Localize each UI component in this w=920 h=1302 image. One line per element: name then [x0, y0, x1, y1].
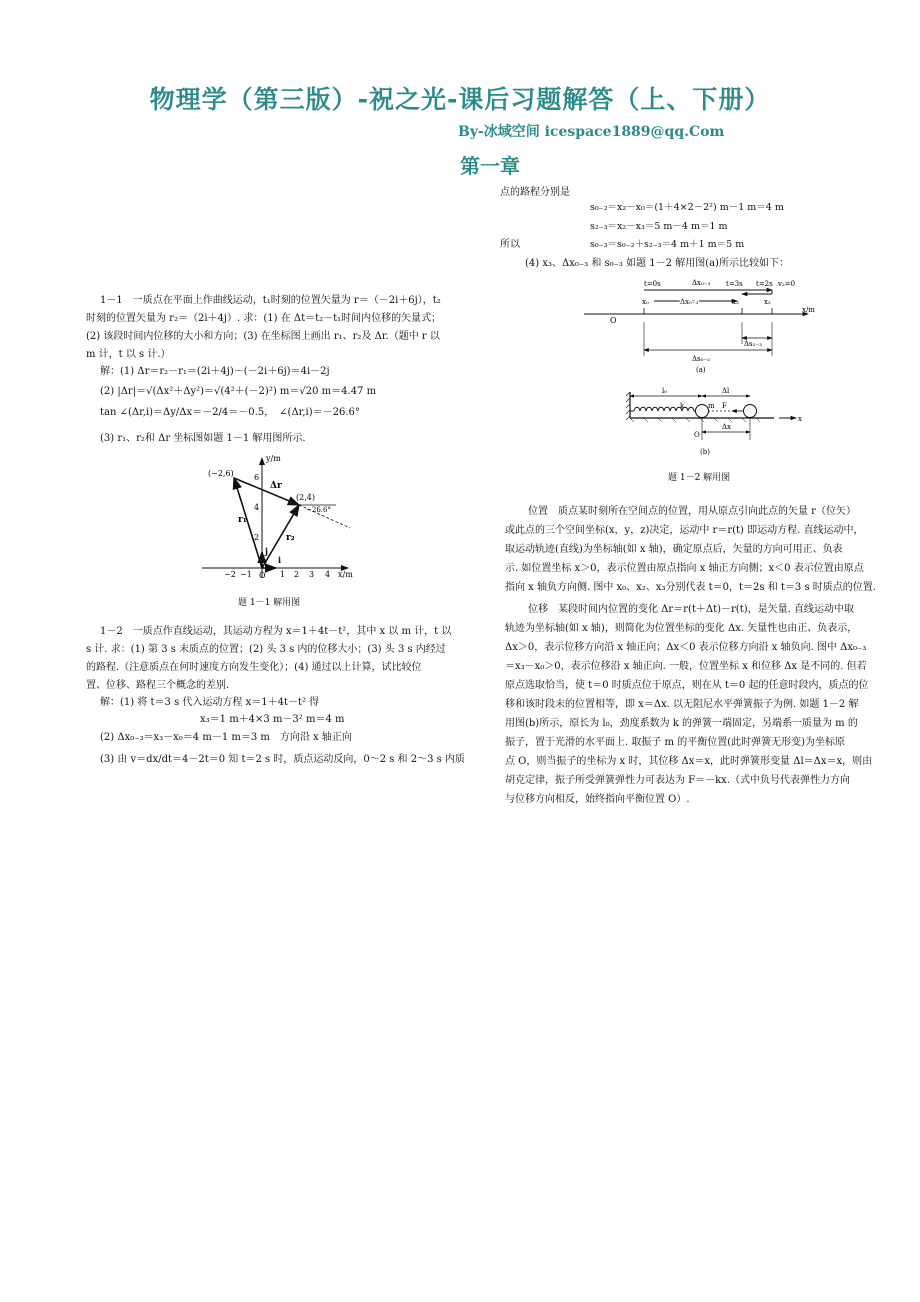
- problem-line: 置、位移、路程三个概念的差别.: [86, 680, 230, 691]
- y-tick: 2: [254, 533, 260, 542]
- x2-label: x₂: [764, 298, 771, 306]
- axis-label: x/m: [802, 306, 815, 314]
- paragraph-line: 胡克定律，振子所受弹簧弹性力可表达为 F＝－kx.（式中负号代表弹性力方向: [505, 775, 850, 786]
- x-tick: −1: [240, 570, 252, 579]
- origin-label: O: [610, 316, 617, 325]
- y-tick: 4: [254, 503, 260, 512]
- s02-label: Δs₀₋₂: [692, 355, 710, 363]
- x0-label: x₀: [642, 298, 649, 306]
- y-ticks: [254, 473, 259, 542]
- paragraph-line: 原点选取恰当，使 t＝0 时质点位于原点，则在从 t＝0 起的任意时段内，质点的位: [505, 680, 869, 691]
- paragraph-line: 移和该时段末的位置相等，即 x＝Δx. 以无阻尼水平弹簧振子为例. 如题 1－2 解: [505, 699, 859, 710]
- solution-line: 解：(1) Δr＝r₂－r₁＝(2i＋4j)－(－2i＋6j)＝4i－2j: [100, 366, 330, 377]
- r1-label: r₁: [238, 515, 247, 525]
- m-label: m: [708, 402, 715, 410]
- problem-line: 时刻的位置矢量为 r₂＝（2i＋4j）. 求：(1) 在 Δt＝t₂－t₁时间内位移的矢量式；: [86, 313, 442, 324]
- problem-line: 的路程.（注意质点在何时速度方向发生变化）；(4) 通过以上计算，试比较位: [86, 662, 422, 673]
- paragraph-line: 或此点的三个空间坐标(x，y，z)决定，运动中 r＝r(t) 即运动方程. 直线运动中，: [505, 525, 864, 536]
- i-label: i: [278, 555, 282, 565]
- F-label: F: [722, 402, 727, 410]
- floor-hatch: [630, 418, 760, 422]
- delta-r-label: Δr: [270, 481, 282, 491]
- k-label: k: [680, 402, 685, 410]
- point-label: (−2,6): [208, 469, 234, 478]
- problem-line: (2) 该段时间内位移的大小和方向；(3) 在坐标图上画出 r₁、r₂及 Δr.（题中 r 以: [86, 331, 440, 342]
- r2-label: r₂: [286, 533, 295, 543]
- page-title: 物理学（第三版）-祝之光-课后习题解答（上、下册）: [149, 85, 771, 114]
- figure-b-label: (b): [700, 448, 710, 456]
- angle-label: −26.6°: [306, 506, 331, 514]
- y-tick: 6: [254, 473, 260, 482]
- solution-line: (2) Δx₀₋₃＝x₃－x₀＝4 m－1 m＝3 m 方向沿 x 轴正向: [100, 732, 352, 743]
- figure-caption: 题 1－1 解用图: [238, 598, 301, 608]
- paragraph-line: 示. 如位置坐标 x＞0，表示位置由原点指向 x 轴正方向侧；x＜0 表示位置由原点: [505, 563, 864, 574]
- spring: [630, 407, 698, 411]
- paragraph-line: 指向 x 轴负方向侧. 图中 x₀、x₂、x₃分别代表 t＝0，t＝2s 和 t＝3 s 时质点的位置.: [505, 582, 876, 593]
- solution-line: 解：(1) 将 t＝3 s 代入运动方程 x＝1＋4t－t² 得: [100, 697, 320, 708]
- displacement-label: Δx₀₋₃: [692, 279, 711, 287]
- mass-equilibrium: [696, 405, 709, 418]
- x-tick: 1: [280, 570, 286, 579]
- paragraph-line: 取运动轨迹(直线)为坐标轴(如 x 轴)，确定原点后，矢量的方向可用正、负表: [505, 544, 843, 555]
- paragraph-line: 与位移方向相反，始终指向平衡位置 O）.: [505, 794, 690, 805]
- x-ticks: [224, 570, 330, 579]
- x-tick: 2: [294, 570, 300, 579]
- problem-line: m 计，t 以 s 计.）: [86, 349, 171, 360]
- j-label: j: [265, 546, 268, 556]
- x-label: x: [798, 415, 802, 423]
- text-line: (4) x₃、Δx₀₋₃ 和 s₀₋₃ 如题 1－2 解用图(a)所示比较如下：: [525, 258, 789, 269]
- problem-line: 1－1 一质点在平面上作曲线运动，t₁时刻的位置矢量为 r＝（－2i＋6j），t₂: [100, 295, 441, 306]
- O-label: O: [694, 431, 700, 439]
- velocity-label: v₂=0: [778, 280, 796, 288]
- text-line: 所以: [500, 239, 520, 250]
- y-axis-label: y/m: [266, 454, 281, 463]
- paragraph-line: 位置 质点某时刻所在空间点的位置，用从原点引向此点的矢量 r（位矢）: [528, 506, 856, 517]
- paragraph-line: 点 O，则当振子的坐标为 x 时，其位移 Δx＝x，此时弹簧形变量 Δl＝Δx＝x，则由: [505, 756, 873, 767]
- paragraph-line: ＝x₃－x₀＞0，表示位移沿 x 轴正向. 一般，位置坐标 x 和位移 Δx 是不同的. 但若: [505, 661, 867, 672]
- problem-line: s 计. 求：(1) 第 3 s 末质点的位置；(2) 头 3 s 内的位移大小；(3) 头 3 s 内经过: [86, 644, 446, 655]
- spring-diagram-b: [624, 380, 804, 460]
- delta-r-vector: [234, 478, 299, 505]
- x-tick: −2: [224, 570, 236, 579]
- x-tick: 3: [309, 570, 315, 579]
- x-tick: 4: [325, 570, 331, 579]
- paragraph-line: 位移 某段时间内位置的变化 Δr＝r(t＋Δt)－r(t)，是矢量. 直线运动中取: [528, 604, 854, 615]
- paragraph-line: Δx＞0，表示位移方向沿 x 轴正向；Δx＜0 表示位移方向沿 x 轴负向. 图中 Δx₀₋₃: [505, 642, 867, 653]
- figure-a-label: (a): [696, 366, 706, 374]
- paragraph-line: 轨迹为坐标轴(如 x 轴)，则简化为位置坐标的变化 Δx. 矢量性也由正、负表示，: [505, 623, 858, 634]
- paragraph-line: 振子，置于光滑的水平面上. 取振子 m 的平衡位置(此时弹簧无形变)为坐标原: [505, 737, 845, 748]
- x3-label: x₃: [732, 298, 739, 306]
- time-label: t=2s: [756, 280, 773, 288]
- s23-label: Δs₂₋₃: [744, 340, 762, 348]
- vector-diagram-1-1: [190, 450, 360, 585]
- time-label: t=0s: [644, 280, 661, 288]
- dx-label: Δx: [722, 423, 732, 431]
- author-line: By-冰域空间 icespace1889@qq.Com: [458, 124, 725, 140]
- l0-label: l₀: [662, 387, 668, 395]
- solution-line: tan ∠(Δr,i)＝Δy/Δx＝－2/4＝－0.5， ∠(Δr,i)＝－26.6°: [100, 407, 360, 418]
- solution-line: (2) |Δr|＝√(Δx²＋Δy²)＝√(4²＋(－2)²) m＝√20 m＝4.47 m: [100, 386, 377, 397]
- chapter-heading: 第一章: [460, 154, 520, 178]
- solution-line: x₃＝1 m＋4×3 m－3² m＝4 m: [200, 714, 345, 725]
- x-axis-label: x/m: [338, 570, 353, 579]
- origin-label: O: [259, 571, 266, 580]
- equation-line: s₀₋₃＝s₀₋₂＋s₂₋₃＝4 m＋1 m＝5 m: [590, 239, 745, 250]
- solution-line: (3) r₁、r₂和 Δr 坐标图如题 1－1 解用图所示.: [100, 433, 306, 444]
- mass-displaced: [744, 405, 757, 418]
- equation-line: s₂₋₃＝x₂－x₃＝5 m－4 m＝1 m: [590, 221, 728, 232]
- point-label: (2,4): [296, 493, 315, 502]
- time-label: t=3s: [726, 280, 743, 288]
- problem-line: 1－2 一质点作直线运动，其运动方程为 x＝1＋4t－t²，其中 x 以 m 计，t 以: [100, 626, 452, 637]
- text-line: 点的路程分别是: [500, 187, 570, 198]
- figure-caption: 题 1－2 解用图: [668, 473, 731, 483]
- motion-diagram-a: [582, 274, 822, 374]
- dl-label: Δl: [722, 387, 730, 395]
- dx03-label: Δx₀₋₃: [680, 298, 699, 306]
- paragraph-line: 用图(b)所示，原长为 l₀，劲度系数为 k 的弹簧一端固定，另端系一质量为 m 的: [505, 718, 858, 729]
- solution-line: (3) 由 v＝dx/dt＝4－2t＝0 知 t＝2 s 时，质点运动反向，0～2 s 和 2～3 s 内质: [100, 754, 465, 765]
- equation-line: s₀₋₂＝x₂－x₀＝(1＋4×2－2²) m－1 m＝4 m: [590, 202, 784, 213]
